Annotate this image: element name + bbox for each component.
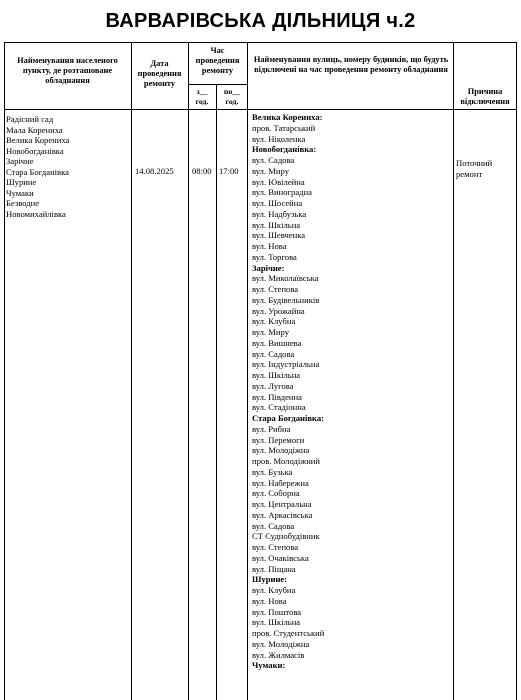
repair-date: 14.08.2025 [135, 166, 174, 176]
street-item: вул. Очаківська [252, 552, 309, 563]
streets-list [252, 112, 324, 671]
street-item: вул. Степова [252, 284, 299, 294]
street-item: вул. Перемоги [252, 434, 305, 445]
time-from: 08:00 [192, 166, 212, 176]
street-item: пров. Студентський [252, 628, 325, 638]
street-item: вул. Піщана [252, 563, 296, 574]
header-settlement: Найменування населеного пункту, де розташоване обладнання [17, 56, 118, 85]
street-item: вул. Жилмасів [252, 649, 305, 660]
settlement-heading: Велика Корениха: [252, 112, 323, 122]
settlement-item: Радісний сад [6, 114, 54, 124]
street-item: вул. Садова [252, 520, 295, 531]
street-item: вул. Центральна [252, 499, 312, 509]
settlement-item: Шурине [6, 177, 37, 187]
settlement-item: Мала Корениха [6, 124, 63, 135]
street-item: вул. Шкільна [252, 617, 301, 628]
street-item: вул. Торгова [252, 251, 297, 262]
header-time: Час проведення ремонту [195, 46, 240, 75]
street-item: вул. Виноградна [252, 187, 312, 198]
page-title: ВАРВАРІВСЬКА ДІЛЬНИЦЯ ч.2 [105, 10, 416, 32]
street-item: вул. Шосейна [252, 198, 303, 208]
settlement-heading: Шурине: [252, 574, 288, 585]
settlement-item: Новобогданівка [6, 145, 64, 156]
header-time-to: по__ год. [223, 87, 241, 106]
settlement-item: Безводне [6, 198, 40, 208]
settlement-item: Зарічне [6, 156, 34, 166]
settlement-item: Стара Богданівка [6, 166, 69, 177]
settlement-item: Чумаки [6, 187, 34, 198]
street-item: вул. Індустріальна [252, 359, 320, 370]
street-item: вул. Миколаївська [252, 273, 319, 284]
street-item: вул. Степова [252, 542, 299, 552]
street-item: пров. Молодіжний [252, 456, 320, 466]
street-item: пров. Татарський [252, 122, 316, 133]
street-item: вул. Ювілейна [252, 176, 305, 187]
header-streets: Найменування вулиць, номеру будинків, що будуть відключені на час проведення ремонту обладнання [253, 55, 449, 74]
settlements-list [6, 114, 69, 219]
street-item: вул. Садова [252, 155, 295, 165]
street-item: вул. Надбузька [252, 208, 307, 219]
street-item: вул. Рибна [252, 423, 291, 434]
street-item: вул. Аркасівська [252, 509, 313, 520]
street-item: вул. Миру [252, 165, 289, 176]
street-item: вул. Бузька [252, 466, 293, 477]
street-item: вул. Шкільна [252, 370, 301, 380]
street-item: вул. Миру [252, 327, 289, 337]
street-item: вул. Поштова [252, 606, 302, 617]
header-time-from: з__ год. [195, 87, 209, 106]
street-item: вул. Лугова [252, 380, 294, 391]
settlement-heading: Зарічне: [252, 262, 285, 273]
street-item: вул. Молодіжна [252, 445, 310, 456]
settlement-heading: Чумаки: [252, 660, 286, 671]
street-item: вул. Будівельників [252, 294, 320, 305]
street-item: вул. Молодіжна [252, 638, 310, 649]
street-item: вул. Шевченка [252, 230, 306, 241]
street-item: вул. Садова [252, 348, 295, 359]
settlement-heading: Стара Богданівка: [252, 413, 324, 423]
outage-table [4, 42, 517, 700]
time-to: 17:00 [219, 166, 239, 176]
header-reason: Причина відключення [460, 87, 510, 106]
street-item: вул. Клубна [252, 316, 296, 327]
street-item: вул. Стадіонна [252, 402, 306, 413]
settlement-heading: Новобогданівка: [252, 144, 317, 155]
street-item: вул. Нова [252, 595, 287, 606]
street-item: вул. Урожайна [252, 305, 305, 316]
settlement-item: Новомихайлівка [6, 208, 66, 219]
street-item: вул. Вишнева [252, 337, 302, 348]
street-item: СТ Суднобудівник [252, 531, 320, 542]
street-item: вул. Південна [252, 391, 302, 402]
street-item: вул. Набережна [252, 477, 309, 488]
header-date: Дата проведення ремонту [137, 59, 182, 88]
street-item: вул. Нова [252, 241, 287, 251]
street-item: вул. Клубна [252, 585, 296, 595]
outage-reason: Поточний ремонт [456, 158, 493, 179]
settlement-item: Велика Корениха [6, 135, 70, 145]
street-item: вул. Ніколенка [252, 133, 306, 144]
street-item: вул. Соборна [252, 488, 300, 499]
street-item: вул. Шкільна [252, 219, 301, 230]
